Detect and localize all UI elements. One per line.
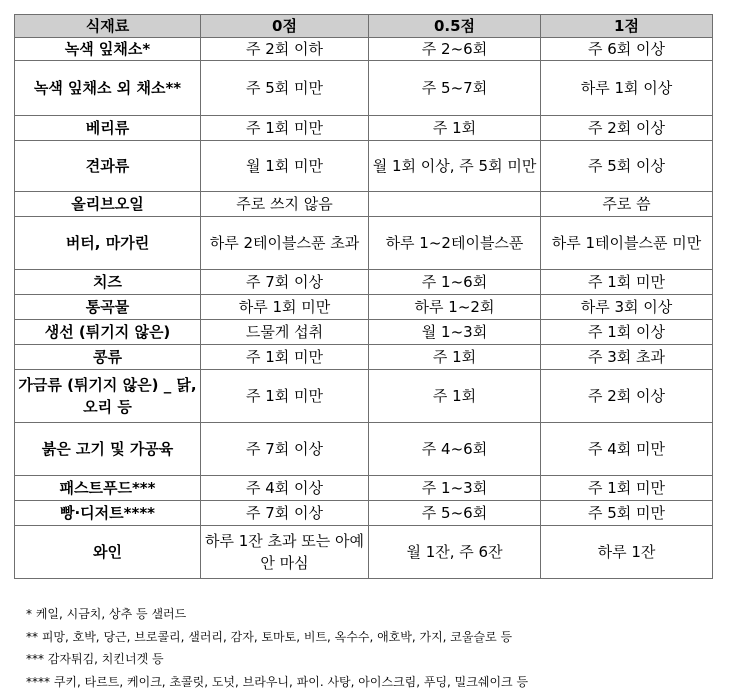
header-score-0: 0점 (201, 15, 369, 38)
header-score-1: 1점 (541, 15, 713, 38)
footnote-1: * 케일, 시금치, 상추 등 샐러드 (26, 603, 528, 626)
score-1-cell: 주로 씀 (541, 192, 713, 217)
score-0-5-cell: 주 4~6회 (369, 423, 541, 476)
ingredient-cell: 가금류 (튀기지 않은) _ 닭, 오리 등 (15, 370, 201, 423)
score-0-cell: 주 1회 미만 (201, 345, 369, 370)
score-1-cell: 하루 1테이블스푼 미만 (541, 217, 713, 270)
table-row (15, 116, 713, 141)
score-0-cell: 주 5회 미만 (201, 61, 369, 116)
score-0-5-cell (369, 192, 541, 217)
score-1-cell: 주 5회 이상 (541, 141, 713, 192)
table-row (15, 345, 713, 370)
score-0-cell: 드물게 섭취 (201, 320, 369, 345)
score-0-5-cell: 주 1~6회 (369, 270, 541, 295)
table-row (15, 38, 713, 61)
table-row (15, 217, 713, 270)
ingredient-cell: 생선 (튀기지 않은) (15, 320, 201, 345)
diet-score-table (14, 14, 713, 579)
table-row (15, 370, 713, 423)
ingredient-cell: 콩류 (15, 345, 201, 370)
score-1-cell: 주 1회 이상 (541, 320, 713, 345)
score-0-cell: 주 1회 미만 (201, 116, 369, 141)
ingredient-cell: 치즈 (15, 270, 201, 295)
score-1-cell: 주 2회 이상 (541, 370, 713, 423)
score-1-cell: 주 2회 이상 (541, 116, 713, 141)
score-0-5-cell: 주 1회 (369, 116, 541, 141)
table-row (15, 270, 713, 295)
score-0-5-cell: 월 1잔, 주 6잔 (369, 526, 541, 579)
table-row (15, 423, 713, 476)
ingredient-cell: 패스트푸드*** (15, 476, 201, 501)
table-row (15, 320, 713, 345)
ingredient-cell: 버터, 마가린 (15, 217, 201, 270)
score-1-cell: 주 4회 미만 (541, 423, 713, 476)
score-0-5-cell: 주 1회 (369, 370, 541, 423)
header-ingredient: 식재료 (15, 15, 201, 38)
ingredient-cell: 빵·디저트**** (15, 501, 201, 526)
ingredient-cell: 통곡물 (15, 295, 201, 320)
ingredient-cell: 붉은 고기 및 가공육 (15, 423, 201, 476)
table-row (15, 526, 713, 579)
footnote-2: ** 피망, 호박, 당근, 브로콜리, 샐러리, 감자, 토마토, 비트, 옥수수, 애호박, 가지, 코울슬로 등 (26, 626, 528, 649)
header-row (15, 15, 713, 38)
score-0-cell: 하루 1회 미만 (201, 295, 369, 320)
score-1-cell: 주 3회 초과 (541, 345, 713, 370)
score-0-cell: 주 7회 이상 (201, 423, 369, 476)
score-0-5-cell: 주 5~6회 (369, 501, 541, 526)
score-0-cell: 주 1회 미만 (201, 370, 369, 423)
ingredient-cell: 견과류 (15, 141, 201, 192)
table-row (15, 476, 713, 501)
score-0-5-cell: 주 1회 (369, 345, 541, 370)
score-0-cell: 주 4회 이상 (201, 476, 369, 501)
ingredient-cell: 올리브오일 (15, 192, 201, 217)
ingredient-cell: 녹색 잎채소 외 채소** (15, 61, 201, 116)
table-row (15, 61, 713, 116)
score-0-cell: 주 7회 이상 (201, 501, 369, 526)
score-0-cell: 주 2회 이하 (201, 38, 369, 61)
score-1-cell: 주 1회 미만 (541, 476, 713, 501)
score-1-cell: 하루 1잔 (541, 526, 713, 579)
score-0-cell: 하루 2테이블스푼 초과 (201, 217, 369, 270)
score-0-5-cell: 하루 1~2회 (369, 295, 541, 320)
score-0-5-cell: 주 1~3회 (369, 476, 541, 501)
ingredient-cell: 녹색 잎채소* (15, 38, 201, 61)
score-0-5-cell: 월 1회 이상, 주 5회 미만 (369, 141, 541, 192)
header-score-0-5: 0.5점 (369, 15, 541, 38)
footnote-3: *** 감자튀김, 치킨너겟 등 (26, 648, 528, 671)
score-1-cell: 하루 3회 이상 (541, 295, 713, 320)
table-row (15, 501, 713, 526)
score-0-5-cell: 주 5~7회 (369, 61, 541, 116)
score-0-cell: 하루 1잔 초과 또는 아예 안 마심 (201, 526, 369, 579)
ingredient-cell: 베리류 (15, 116, 201, 141)
score-0-5-cell: 월 1~3회 (369, 320, 541, 345)
score-0-cell: 주 7회 이상 (201, 270, 369, 295)
score-1-cell: 주 1회 미만 (541, 270, 713, 295)
score-1-cell: 주 6회 이상 (541, 38, 713, 61)
ingredient-cell: 와인 (15, 526, 201, 579)
score-1-cell: 하루 1회 이상 (541, 61, 713, 116)
footnotes (26, 603, 528, 693)
score-1-cell: 주 5회 미만 (541, 501, 713, 526)
footnote-4: **** 쿠키, 타르트, 케이크, 초콜릿, 도넛, 브라우니, 파이. 사탕, 아이스크림, 푸딩, 밀크쉐이크 등 (26, 671, 528, 693)
table-row (15, 141, 713, 192)
table-row (15, 295, 713, 320)
score-0-cell: 주로 쓰지 않음 (201, 192, 369, 217)
score-0-cell: 월 1회 미만 (201, 141, 369, 192)
score-0-5-cell: 하루 1~2테이블스푼 (369, 217, 541, 270)
score-0-5-cell: 주 2~6회 (369, 38, 541, 61)
table-row (15, 192, 713, 217)
